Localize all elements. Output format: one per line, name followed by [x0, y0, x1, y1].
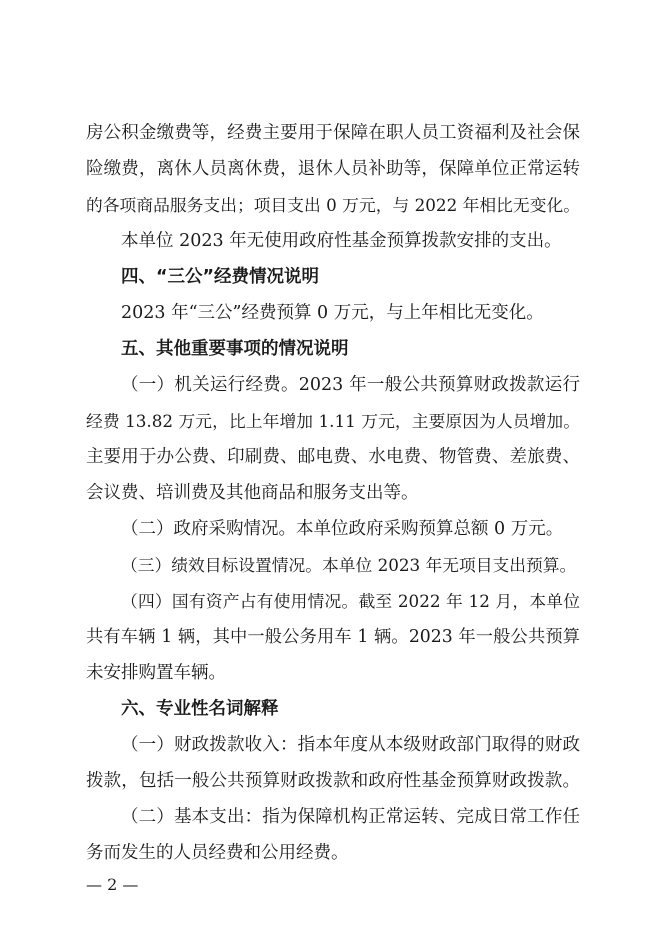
body-line: 2023 年“三公”经费预算 0 万元，与上年相比无变化。 [121, 303, 544, 323]
section-heading-4: 四、“三公”经费情况说明 [121, 267, 320, 287]
body-line: 会议费、培训费及其他商品和服务支出等。 [86, 483, 419, 503]
body-line: 险缴费，离休人员离休费，退休人员补助等，保障单位正常运转 [86, 159, 580, 179]
body-line: （二）政府采购情况。本单位政府采购预算总额 0 万元。 [121, 519, 564, 539]
body-line: 未安排购置车辆。 [86, 663, 226, 683]
body-line: 的各项商品服务支出；项目支出 0 万元，与 2022 年相比无变化。 [86, 195, 580, 215]
body-line: 本单位 2023 年无使用政府性基金预算拨款安排的支出。 [121, 231, 562, 251]
body-line: 经费 13.82 万元，比上年增加 1.11 万元，主要原因为人员增加。 [86, 411, 580, 431]
body-line: 拨款，包括一般公共预算财政拨款和政府性基金预算财政拨款。 [86, 771, 580, 791]
body-line: 务而发生的人员经费和公用经费。 [86, 843, 349, 863]
page-number: — 2 — [86, 875, 139, 894]
body-line: （一）机关运行经费。2023 年一般公共预算财政拨款运行 [121, 375, 580, 395]
body-line: （三）绩效目标设置情况。本单位 2023 年无项目支出预算。 [121, 555, 577, 575]
body-line: 共有车辆 1 辆，其中一般公务用车 1 辆。2023 年一般公共预算 [86, 627, 580, 647]
body-line: （二）基本支出：指为保障机构正常运转、完成日常工作任 [121, 807, 580, 827]
body-line: 房公积金缴费等，经费主要用于保障在职人员工资福利及社会保 [86, 123, 580, 143]
section-heading-5: 五、其他重要事项的情况说明 [121, 339, 349, 359]
body-line: （四）国有资产占有使用情况。截至 2022 年 12 月，本单位 [121, 591, 580, 611]
section-heading-6: 六、专业性名词解释 [121, 699, 279, 719]
body-line: 主要用于办公费、印刷费、邮电费、水电费、物管费、差旅费、 [86, 447, 580, 467]
body-line: （一）财政拨款收入：指本年度从本级财政部门取得的财政 [121, 735, 580, 755]
